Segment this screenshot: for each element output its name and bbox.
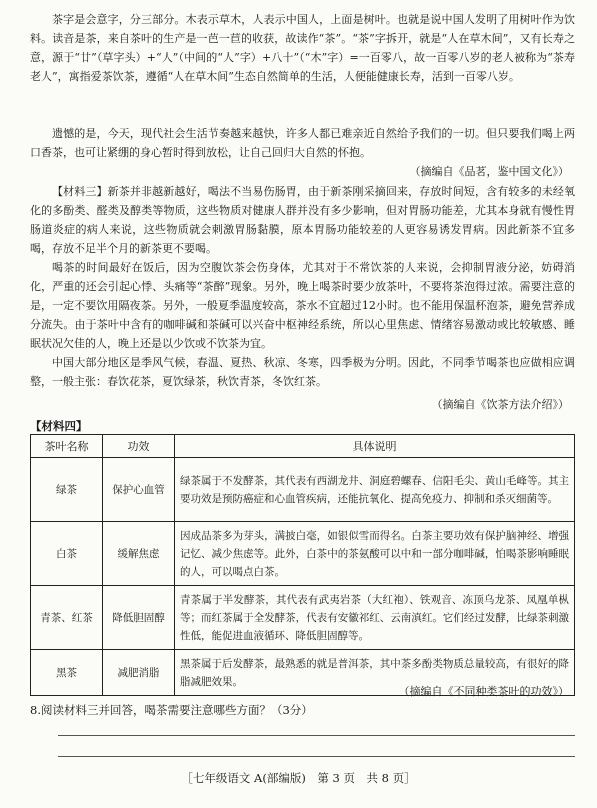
material3-paragraph-1: 【材料三】新茶并非越新越好，喝法不当易伤肠胃，由于新茶刚采摘回来，存放时间短，含有较多的未经氧化的多酚类、醛类及醇类等物质，这些物质对健康人群并没有多少影响，但对胃肠功能差，尤其本身就有慢性胃肠道炎症的病人来说，这些物质就会刺激胃肠黏膜，原本胃肠功能较差的人更容易诱发胃病。因此新茶不宜多喝，存放不足半个月的新茶更不要喝。 <box>30 185 575 255</box>
answer-line[interactable] <box>58 735 575 736</box>
tea-description: 黑茶属于后发酵茶，最熟悉的就是普洱茶，其中茶多酚类物质总量较高，有很好的降脂减肥效果。 <box>175 650 575 696</box>
tea-effect: 减肥消脂 <box>103 650 175 696</box>
question-8: 8.阅读材料三并回答，喝茶需要注意哪些方面？（3分） <box>30 703 313 717</box>
header-effect: 功效 <box>103 435 175 458</box>
material3-paragraph-2: 喝茶的时间最好在饭后，因为空腹饮茶会伤身体，尤其对于不常饮茶的人来说，会抑制胃液分泌，妨碍消化，严重的还会引起心悸、头痛等“茶醉”现象。另外，晚上喝茶时要少放茶叶，不要将茶泡得过浓。需要注意的是，一定不要饮用隔夜茶。另外，一般夏季温度较高，茶水不宜超过12小时。也不能用保温杯泡茶，避免营养成分流失。由于茶叶中含有的咖啡碱和茶碱可以兴奋中枢神经系统，所以心里焦虑、情绪容易激动或比较敏感、睡眠状况欠佳的人，晚上还是以少饮或不饮茶为宜。 <box>30 261 575 350</box>
tea-effect: 缓解焦虑 <box>103 522 175 586</box>
material3-source: （摘编自《饮茶方法介绍》） <box>431 398 569 411</box>
answer-line[interactable] <box>58 756 575 757</box>
tea-name: 白茶 <box>31 522 103 586</box>
material3-paragraph-3: 中国大部分地区是季风气候，春温、夏热、秋凉、冬寒，四季极为分明。因此，不同季节喝茶也应做相应调整，一般主张：春饮花茶，夏饮绿茶，秋饮青茶，冬饮红茶。 <box>30 356 575 388</box>
material2-source: （摘编自《品茗，鉴中国文化》） <box>409 165 569 178</box>
tea-effects-table <box>30 434 575 696</box>
table-row <box>31 522 575 586</box>
table-header-row <box>31 435 575 458</box>
tea-description: 青茶属于半发酵茶，其代表有武夷岩茶（大红袍）、铁观音、冻顶乌龙茶、凤凰单枞等；而红茶属于全发酵茶，代表有安徽祁红、云南滇红。它们经过发酵，比绿茶刺激性低，能促进血液循环、降低胆固醇等。 <box>175 586 575 650</box>
tea-effect: 降低胆固醇 <box>103 586 175 650</box>
header-tea-name: 茶叶名称 <box>31 435 103 458</box>
page-footer: ［七年级语文 A(部编版) 第 3 页 共 8 页］ <box>181 771 416 785</box>
material4-title: 【材料四】 <box>30 419 88 433</box>
tea-name: 绿茶 <box>31 458 103 522</box>
material2-paragraph-1: 茶字是会意字，分三部分。木表示草木，人表示中国人，上面是树叶。也就是说中国人发明了用树叶作为饮料。读音是茶，来自茶叶的生产是一芭一苣的收获，故读作“茶”。“茶”字拆开，就是“人在草木间”，又有长寿之意，源于“廿”（草字头）+“人”（中间的“人”字）+八十”（“木”字）=一百零八，故一百零八岁的老人被称为“茶寿老人”，寓指爱茶饮茶，遵循“人在草木间”生态自然简单的生活，人便能健康长寿，活到一百零八岁。 <box>30 13 575 83</box>
header-description: 具体说明 <box>175 435 575 458</box>
tea-name: 黑茶 <box>31 650 103 696</box>
tea-name: 青茶、红茶 <box>31 586 103 650</box>
table-row <box>31 458 575 522</box>
tea-description: 绿茶属于不发酵茶，其代表有西湖龙井、洞庭碧螺春、信阳毛尖、黄山毛峰等。其主要功效是预防癌症和心血管疾病，还能抗氧化、提高免疫力、抑制和杀灭细菌等。 <box>175 458 575 522</box>
table-row <box>31 586 575 650</box>
material4-source: （摘编自《不同种类茶叶的功效》） <box>398 685 569 698</box>
tea-description: 因成品茶多为芽头，满披白毫，如银似雪而得名。白茶主要功效有保护脑神经、增强记忆、减少焦虑等。此外，白茶中的茶氨酸可以中和一部分咖啡碱，怕喝茶影响睡眠的人，可以喝点白茶。 <box>175 522 575 586</box>
material2-paragraph-2: 遗憾的是，今天，现代社会生活节奏越来越快，许多人都已难亲近自然给予我们的一切。但只要我们喝上两口香茶，也可让紧绷的身心暂时得到放松，让自己回归大自然的怀抱。 <box>30 127 575 159</box>
tea-effect: 保护心血管 <box>103 458 175 522</box>
